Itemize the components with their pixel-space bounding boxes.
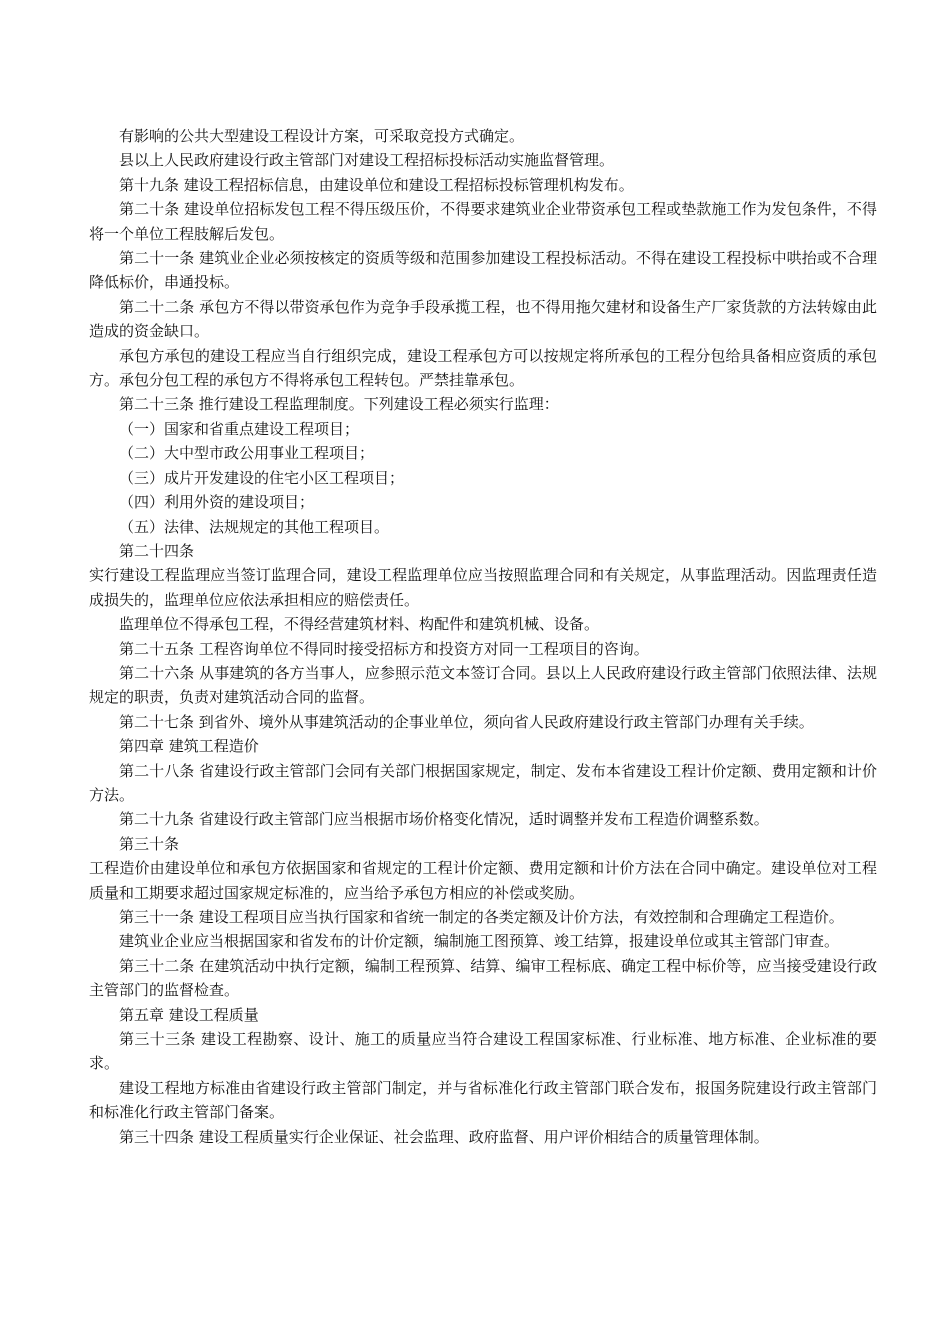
article-24-heading: 第二十四条 [119,541,195,560]
chapter-5-heading: 第五章 建设工程质量 [119,1005,259,1024]
paragraph: 建设工程地方标准由省建设行政主管部门制定，并与省标准化行政主管部门联合发布，报国务院建设行政主管部门和标准化行政主管部门备案。 [89,1078,877,1122]
article-21: 第二十一条 建筑业企业必须按核定的资质等级和范围参加建设工程投标活动。不得在建设工程投标中哄抬或不合理降低标价，串通投标。 [89,249,877,292]
list-item: （二）大中型市政公用事业工程项目； [119,444,375,463]
paragraph: 监理单位不得承包工程，不得经营建筑材料、构配件和建筑机械、设备。 [119,615,600,634]
article-33: 第三十三条 建设工程勘察、设计、施工的质量应当符合建设工程国家标准、行业标准、地方标准、企业标准的要求。 [89,1030,877,1073]
list-item: （一）国家和省重点建设工程项目； [119,419,360,438]
paragraph: 承包方承包的建设工程应当自行组织完成，建设工程承包方可以按规定将所承包的工程分包给具备相应资质的承包方。承包分包工程的承包方不得将承包工程转包。严禁挂靠承包。 [89,346,877,390]
article-19: 第十九条 建设工程招标信息，由建设单位和建设工程招标投标管理机构发布。 [119,175,634,194]
chapter-4-heading: 第四章 建筑工程造价 [119,737,259,756]
paragraph: 有影响的公共大型建设工程设计方案，可采取竞投方式确定。 [119,127,525,145]
article-29: 第二十九条 省建设行政主管部门应当根据市场价格变化情况，适时调整并发布工程造价调整系数。 [119,810,769,829]
paragraph: 工程造价由建设单位和承包方依据国家和省规定的工程计价定额、费用定额和计价方法在合同中确定。建设单位对工程质量和工期要求超过国家规定标准的，应当给予承包方相应的补偿或奖励。 [89,859,877,902]
paragraph: 建筑业企业应当根据国家和省发布的计价定额，编制施工图预算、竣工结算，报建设单位或其主管部门审查。 [119,932,840,951]
article-31: 第三十一条 建设工程项目应当执行国家和省统一制定的各类定额及计价方法，有效控制和合理确定工程造价。 [119,908,844,926]
article-28: 第二十八条 省建设行政主管部门会同有关部门根据国家规定，制定、发布本省建设工程计价定额、费用定额和计价方法。 [89,761,877,804]
article-23: 第二十三条 推行建设工程监理制度。下列建设工程必须实行监理： [119,395,559,414]
article-34: 第三十四条 建设工程质量实行企业保证、社会监理、政府监督、用户评价相结合的质量管理体制。 [119,1127,769,1146]
article-22: 第二十二条 承包方不得以带资承包作为竞争手段承揽工程，也不得用拖欠建材和设备生产厂家货款的方法转嫁由此造成的资金缺口。 [89,297,877,341]
paragraph: 实行建设工程监理应当签订监理合同，建设工程监理单位应当按照监理合同和有关规定，从事监理活动。因监理责任造成损失的，监理单位应依法承担相应的赔偿责任。 [89,566,877,609]
article-20: 第二十条 建设单位招标发包工程不得压级压价，不得要求建筑业企业带资承包工程或垫款施工作为发包条件，不得将一个单位工程肢解后发包。 [89,200,877,243]
article-25: 第二十五条 工程咨询单位不得同时接受招标方和投资方对同一工程项目的咨询。 [119,639,649,658]
article-26: 第二十六条 从事建筑的各方当事人，应参照示范文本签订合同。县以上人民政府建设行政主管部门依照法律、法规规定的职责，负责对建筑活动合同的监督。 [89,663,877,707]
document-page [89,124,877,1149]
list-item: （五）法律、法规规定的其他工程项目。 [119,517,390,536]
article-27: 第二十七条 到省外、境外从事建筑活动的企事业单位，须向省人民政府建设行政主管部门办理有关手续。 [119,712,814,731]
paragraph: 县以上人民政府建设行政主管部门对建设工程招标投标活动实施监督管理。 [119,151,615,170]
article-32: 第三十二条 在建筑活动中执行定额，编制工程预算、结算、编审工程标底、确定工程中标价等，应当接受建设行政主管部门的监督检查。 [89,956,877,1000]
list-item: （三）成片开发建设的住宅小区工程项目； [119,468,405,487]
list-item: （四）利用外资的建设项目； [119,493,315,512]
article-30-heading: 第三十条 [119,834,180,853]
